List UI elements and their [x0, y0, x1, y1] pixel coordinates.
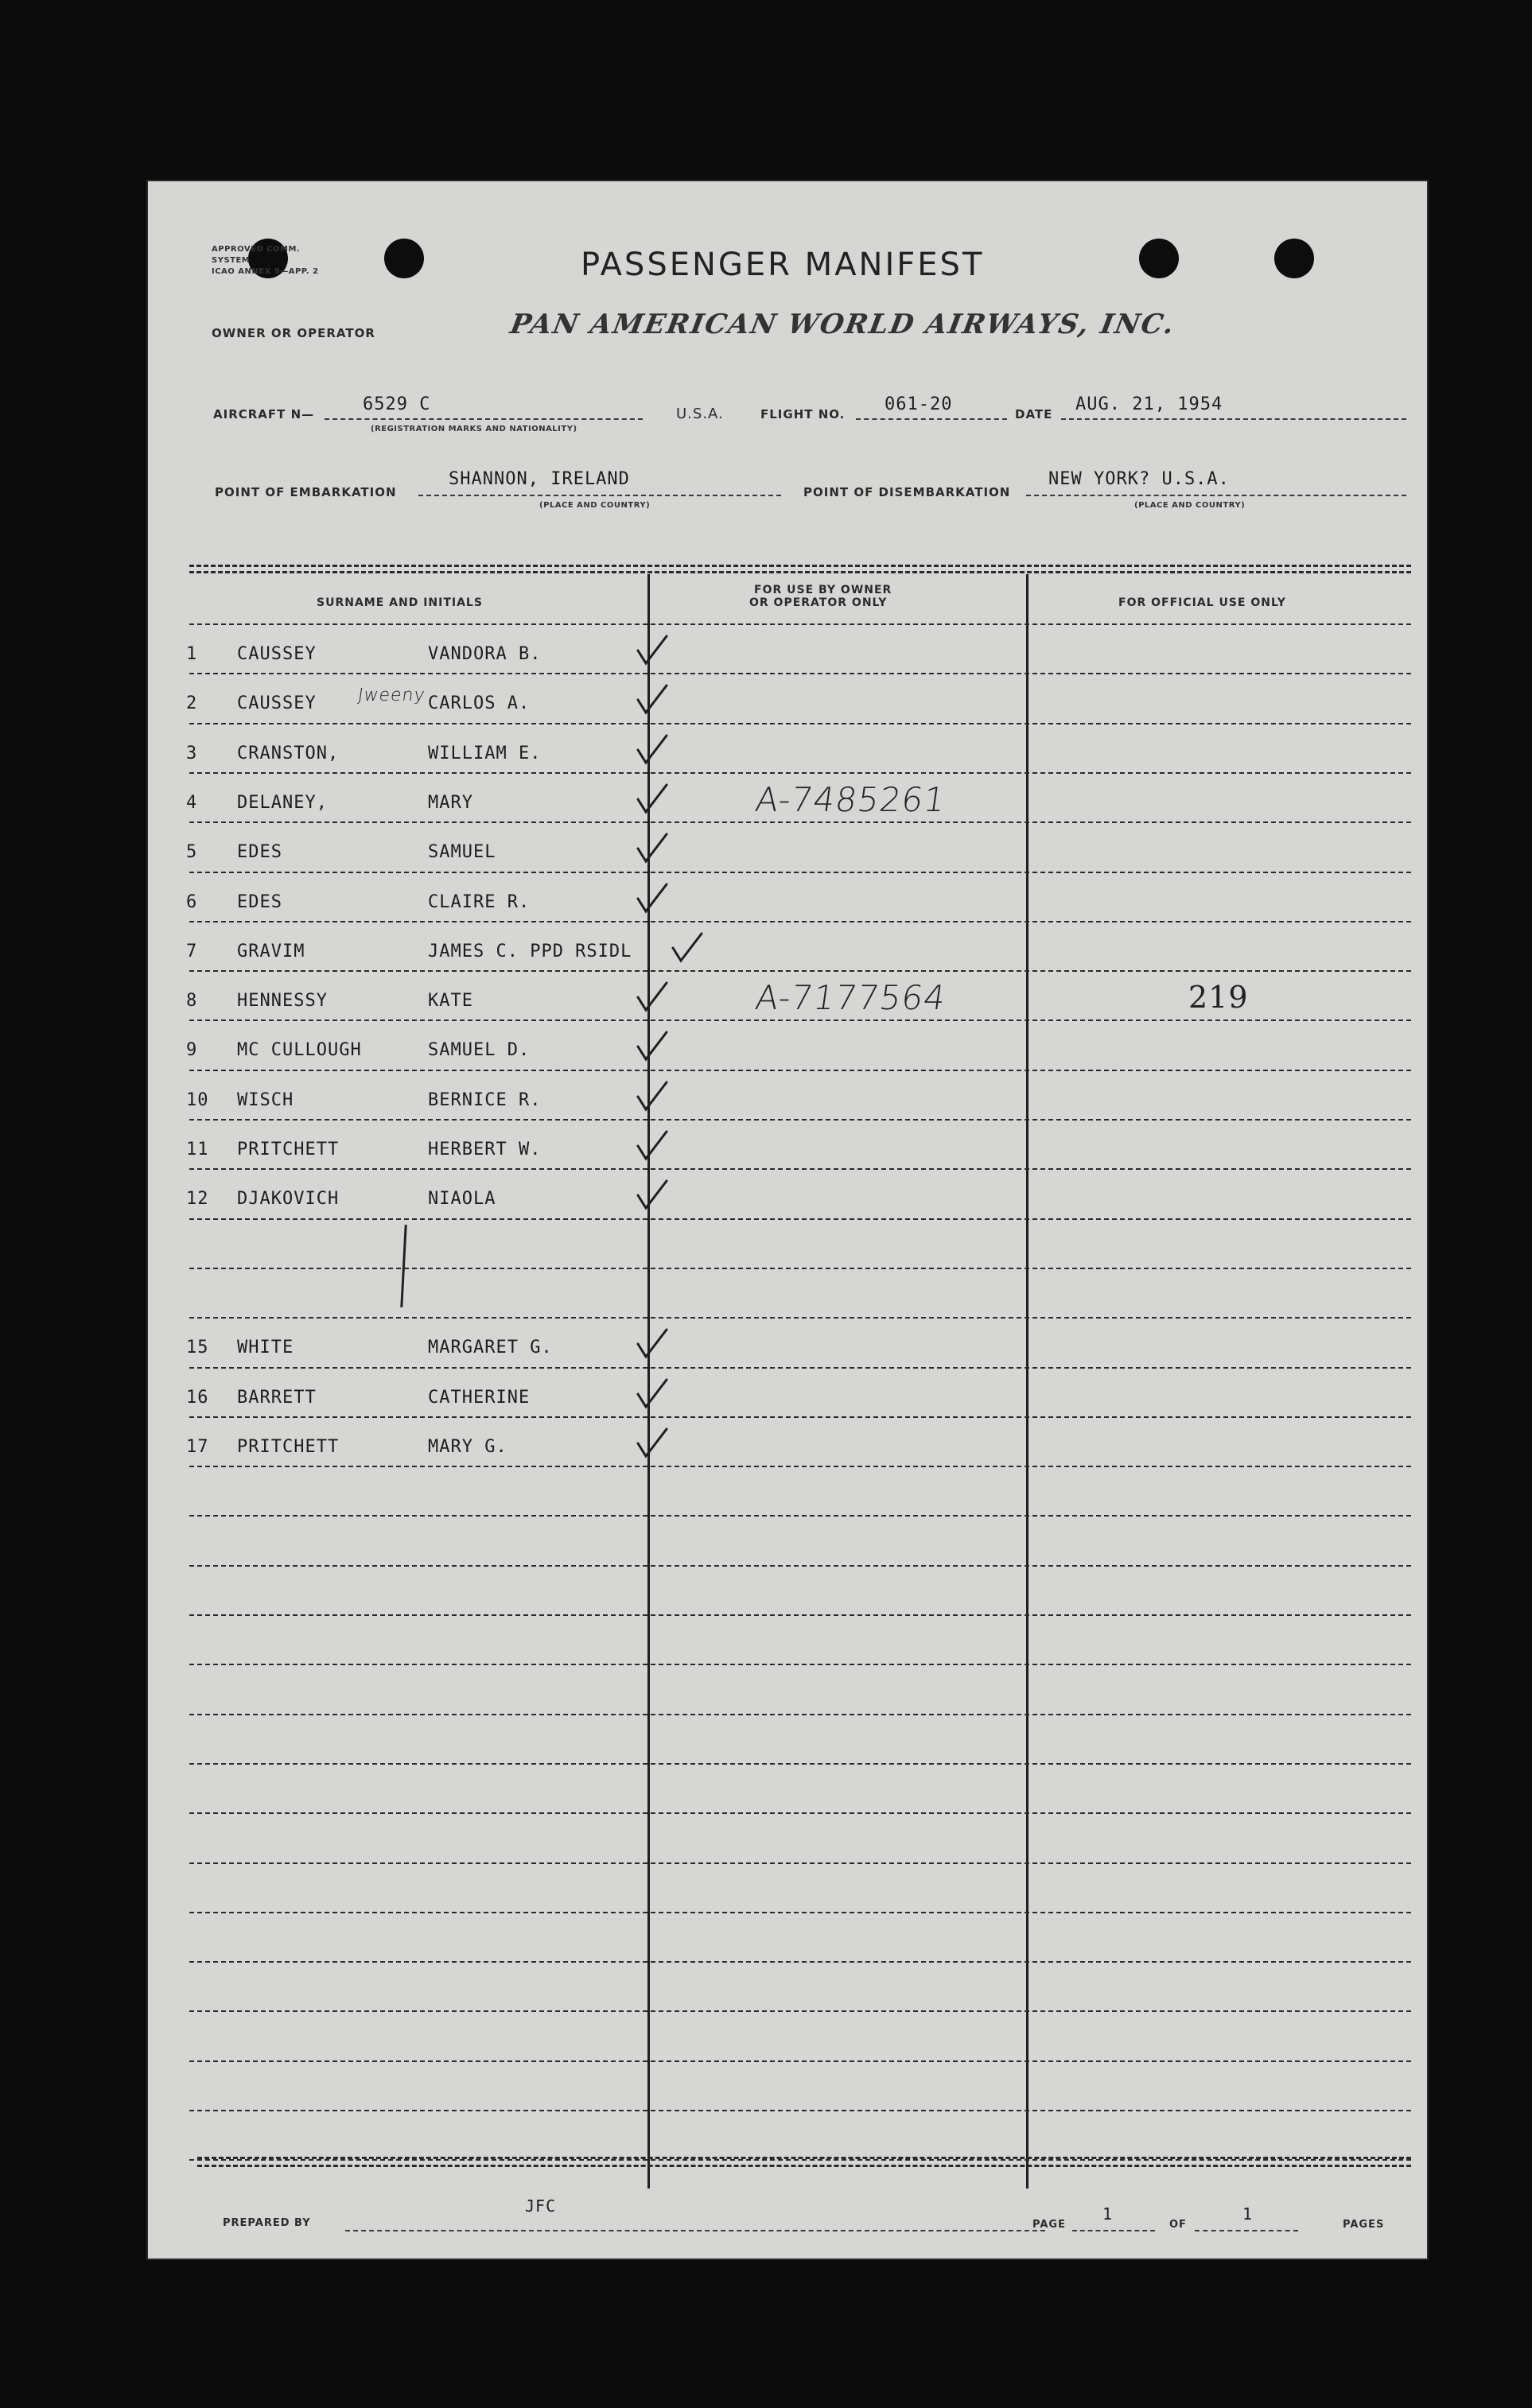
- row-rule: [189, 1565, 1411, 1567]
- row-given-names: KATE: [428, 991, 473, 1011]
- row-rule: [189, 772, 1411, 774]
- row-given-names: HERBERT W.: [428, 1140, 542, 1159]
- owner-label: OWNER OR OPERATOR: [212, 326, 375, 340]
- row-rule: [189, 1714, 1411, 1715]
- check-mark-icon: [635, 780, 670, 818]
- row-rule: [189, 1812, 1411, 1814]
- row-rule: [189, 970, 1411, 972]
- row-rule: [189, 723, 1411, 724]
- check-mark-icon: [635, 681, 670, 719]
- check-mark-icon: [635, 1127, 670, 1165]
- row-surname: WISCH: [237, 1090, 294, 1110]
- row-rule: [189, 1862, 1411, 1864]
- check-mark-icon: [670, 929, 705, 967]
- row-rule: [189, 623, 1411, 625]
- page-label: PAGE: [1032, 2219, 1066, 2231]
- row-number: 2: [186, 693, 198, 713]
- prepared-by-value: JFC: [525, 2196, 557, 2216]
- row-given-names: CLAIRE R.: [428, 892, 531, 912]
- of-label: OF: [1169, 2219, 1187, 2231]
- flight-value: 061-20: [885, 394, 953, 414]
- row-rule: [189, 2110, 1411, 2111]
- row-rule: [189, 1268, 1411, 1269]
- check-mark-icon: [635, 978, 670, 1016]
- row-number: 12: [186, 1189, 209, 1209]
- row-given-names: SAMUEL: [428, 842, 496, 862]
- footer-rule: [197, 2165, 1411, 2167]
- disembarkation-value: NEW YORK? U.S.A.: [1048, 469, 1230, 489]
- row-surname: PRITCHETT: [237, 1140, 340, 1159]
- check-mark-icon: [635, 1078, 670, 1116]
- embarkation-caption: (PLACE AND COUNTRY): [539, 501, 651, 510]
- aircraft-value: 6529 C: [363, 394, 431, 414]
- row-number: 8: [186, 991, 198, 1011]
- row-rule: [189, 1070, 1411, 1071]
- row-rule: [189, 1515, 1411, 1517]
- check-mark-icon: [635, 1176, 670, 1214]
- disembarkation-underline: [1026, 495, 1406, 496]
- embarkation-value: SHANNON, IRELAND: [449, 469, 630, 489]
- row-surname: GRAVIM: [237, 942, 305, 961]
- row-rule: [189, 2060, 1411, 2062]
- check-mark-icon: [635, 829, 670, 868]
- check-mark-icon: [635, 1325, 670, 1363]
- row-surname: EDES: [237, 892, 282, 912]
- row-rule: [189, 1763, 1411, 1765]
- page-underline: [1072, 2230, 1155, 2231]
- row-given-names: NIAOLA: [428, 1189, 496, 1209]
- column-divider: [1026, 574, 1028, 2189]
- page-number: 1: [1102, 2204, 1114, 2224]
- row-surname: BARRETT: [237, 1388, 317, 1408]
- row-surname: MC CULLOUGH: [237, 1040, 362, 1060]
- punch-hole: [1139, 239, 1179, 278]
- row-given-names: CATHERINE: [428, 1388, 531, 1408]
- embarkation-underline: [418, 495, 781, 496]
- row-rule: [189, 1466, 1411, 1467]
- row-rule: [189, 1020, 1411, 1021]
- row-rule: [189, 1367, 1411, 1369]
- check-mark-icon: [635, 1375, 670, 1413]
- check-mark-icon: [635, 880, 670, 918]
- row-rule: [189, 1614, 1411, 1616]
- row-surname: EDES: [237, 842, 282, 862]
- column-header-owner-2: OR OPERATOR ONLY: [749, 596, 888, 609]
- check-mark-icon: [635, 1027, 670, 1066]
- row-rule: [189, 821, 1411, 823]
- disembarkation-caption: (PLACE AND COUNTRY): [1134, 501, 1246, 510]
- row-number: 3: [186, 744, 198, 763]
- row-number: 10: [186, 1090, 209, 1110]
- row-rule: [189, 1119, 1411, 1120]
- row-number: 1: [186, 644, 198, 664]
- row-given-names: WILLIAM E.: [428, 744, 542, 763]
- check-mark-icon: [635, 731, 670, 769]
- row-given-names: MARY: [428, 793, 473, 813]
- row-surname: HENNESSY: [237, 991, 328, 1011]
- aircraft-label: AIRCRAFT N—: [213, 407, 315, 421]
- row-rule: [189, 1317, 1411, 1319]
- row-rule: [189, 1912, 1411, 1913]
- row-surname: CAUSSEY: [237, 644, 317, 664]
- date-value: AUG. 21, 1954: [1075, 394, 1223, 414]
- disembarkation-label: POINT OF DISEMBARKATION: [803, 485, 1011, 499]
- row-owner-entry: A-7485261: [752, 780, 949, 819]
- approval-line-1: APPROVED COMM.: [212, 245, 301, 254]
- date-label: DATE: [1015, 407, 1053, 421]
- row-rule: [189, 1168, 1411, 1170]
- row-rule: [189, 1664, 1411, 1665]
- approval-line-3: ICAO ANNEX 9—APP. 2: [212, 267, 319, 276]
- pencil-mark: [400, 1225, 406, 1307]
- row-number: 6: [186, 892, 198, 912]
- row-rule: [189, 673, 1411, 674]
- check-mark-icon: [635, 631, 670, 670]
- column-header-names: SURNAME AND INITIALS: [317, 596, 483, 609]
- row-number: 9: [186, 1040, 198, 1060]
- registration-caption: (REGISTRATION MARKS AND NATIONALITY): [371, 425, 577, 433]
- header-rule: [189, 565, 1411, 567]
- punch-hole: [1274, 239, 1314, 278]
- row-given-names: SAMUEL D.: [428, 1040, 531, 1060]
- row-number: 4: [186, 793, 198, 813]
- row-number: 16: [186, 1388, 209, 1408]
- row-number: 11: [186, 1140, 209, 1159]
- row-number: 5: [186, 842, 198, 862]
- manifest-sheet: [148, 181, 1427, 2258]
- row-surname: CRANSTON,: [237, 744, 340, 763]
- prepared-by-underline: [345, 2230, 1045, 2231]
- row-rule: [189, 872, 1411, 873]
- page-total: 1: [1242, 2204, 1254, 2224]
- row-rule: [189, 1416, 1411, 1418]
- usa-label: U.S.A.: [676, 406, 724, 422]
- row-rule: [189, 2159, 1411, 2161]
- row-rule: [189, 2010, 1411, 2012]
- row-surname: DELANEY,: [237, 793, 328, 813]
- row-given-names: MARY G.: [428, 1437, 507, 1457]
- aircraft-underline: [325, 418, 643, 420]
- row-handwritten-note: Jweeny: [356, 686, 427, 705]
- row-given-names: CARLOS A.: [428, 693, 531, 713]
- column-header-owner-1: FOR USE BY OWNER: [754, 584, 892, 596]
- row-number: 17: [186, 1437, 209, 1457]
- row-rule: [189, 1218, 1411, 1220]
- row-given-names: VANDORA B.: [428, 644, 542, 664]
- header-rule: [189, 571, 1411, 573]
- row-surname: WHITE: [237, 1338, 294, 1357]
- prepared-by-label: PREPARED BY: [223, 2217, 311, 2229]
- footer-rule: [197, 2157, 1411, 2159]
- page-title: PASSENGER MANIFEST: [581, 247, 985, 283]
- flight-underline: [856, 418, 1007, 420]
- row-rule: [189, 921, 1411, 922]
- flight-label: FLIGHT NO.: [760, 407, 846, 421]
- row-given-names: JAMES C. PPD RSIDL: [428, 942, 632, 961]
- pages-label: PAGES: [1343, 2219, 1385, 2231]
- row-surname: DJAKOVICH: [237, 1189, 340, 1209]
- column-header-official: FOR OFFICIAL USE ONLY: [1118, 596, 1286, 609]
- date-underline: [1061, 418, 1406, 420]
- pages-underline: [1195, 2230, 1298, 2231]
- row-surname: CAUSSEY: [237, 693, 317, 713]
- row-owner-entry: A-7177564: [752, 978, 949, 1017]
- row-number: 7: [186, 942, 198, 961]
- row-official-entry: 219: [1188, 980, 1249, 1015]
- row-number: 15: [186, 1338, 209, 1357]
- check-mark-icon: [635, 1424, 670, 1462]
- embarkation-label: POINT OF EMBARKATION: [215, 485, 397, 499]
- row-given-names: BERNICE R.: [428, 1090, 542, 1110]
- approval-line-2: SYSTEM: [212, 256, 251, 265]
- punch-hole: [384, 239, 424, 278]
- row-rule: [189, 1961, 1411, 1963]
- owner-value: PAN AMERICAN WORLD AIRWAYS, INC.: [507, 309, 1178, 340]
- row-surname: PRITCHETT: [237, 1437, 340, 1457]
- row-given-names: MARGARET G.: [428, 1338, 553, 1357]
